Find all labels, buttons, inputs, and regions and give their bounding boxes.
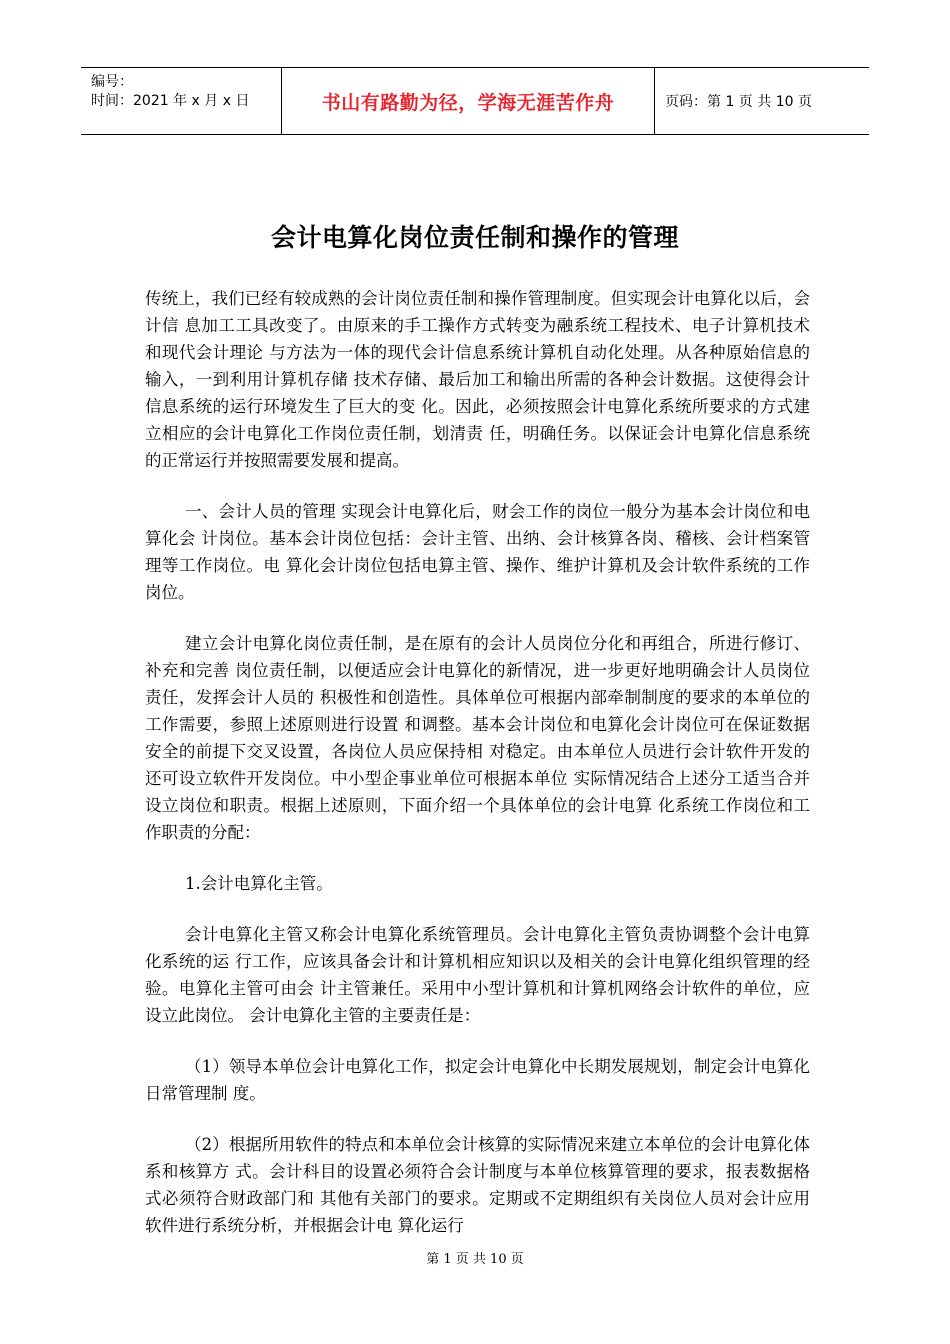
document-body bbox=[145, 285, 810, 1263]
document-title: 会计电算化岗位责任制和操作的管理 bbox=[270, 223, 679, 252]
header-meta-cell bbox=[81, 68, 281, 134]
paragraph-section-1: 一、会计人员的管理 实现会计电算化后，财会工作的岗位一般分为基本会计岗位和电算化会 计岗位。基本会计岗位包括：会计主管、出纳、会计核算各岗、稽核、会计档案管理等工作岗位。电 算化会计岗位包括电算主管、操作、维护计算机及会计软件系统的工作岗位。 bbox=[145, 502, 810, 602]
page-footer: 第 1 页 共 10 页 bbox=[426, 1252, 524, 1267]
header-page-info: 页码：第 1 页 共 10 页 bbox=[665, 94, 812, 110]
paragraph-duty-2: （2）根据所用软件的特点和本单位会计核算的实际情况来建立本单位的会计电算化体系和核算方 式。会计科目的设置必须符合会计制度与本单位核算管理的要求，报表数据格式必须符合财政部门和 其他有关部门的要求。定期或不定期组织有关岗位人员对会计应用软件进行系统分析，并根据会计电 算化运行 bbox=[145, 1135, 810, 1235]
document-number-label: 编号： bbox=[91, 74, 133, 90]
paragraph-responsibility: 建立会计电算化岗位责任制，是在原有的会计人员岗位分化和再组合，所进行修订、补充和完善 岗位责任制，以便适应会计电算化的新情况，进一步更好地明确会计人员岗位责任，发挥会计人员的 积极性和创造性。具体单位可根据内部牵制制度的要求的本单位的工作需要，参照上述原则进行设置 和调整。基本会计岗位和电算化会计岗位可在保证数据安全的前提下交叉设置，各岗位人员应保持相 对稳定。由本单位人员进行会计软件开发的还可设立软件开发岗位。中小型企事业单位可根据本单位 实际情况结合上述分工适当合并设立岗位和职责。根据上述原则，下面介绍一个具体单位的会计电算 化系统工作岗位和工作职责的分配： bbox=[145, 634, 810, 842]
header-table bbox=[81, 67, 869, 135]
header-motto: 书山有路勤为径，学海无涯苦作舟 bbox=[281, 68, 655, 134]
paragraph-supervisor-description: 会计电算化主管又称会计电算化系统管理员。会计电算化主管负责协调整个会计电算化系统的运 行工作，应该具备会计和计算机相应知识以及相关的会计电算化组织管理的经验。电算化主管可由会 计主管兼任。采用中小型计算机和计算机网络会计软件的单位，应设立此岗位。 会计电算化主管的主要责任是： bbox=[145, 925, 810, 1025]
paragraph-intro: 传统上，我们已经有较成熟的会计岗位责任制和操作管理制度。但实现会计电算化以后，会计信 息加工工具改变了。由原来的手工操作方式转变为融系统工程技术、电子计算机技术和现代会计理论 与方法为一体的现代会计信息系统计算机自动化处理。从各种原始信息的输入，一到利用计算机存储 技术存储、最后加工和输出所需的各种会计数据。这使得会计信息系统的运行环境发生了巨大的变 化。因此，必须按照会计电算化系统所要求的方式建立相应的会计电算化工作岗位责任制，划清责 任，明确任务。以保证会计电算化信息系统的正常运行并按照需要发展和提高。 bbox=[145, 289, 810, 470]
document-date-label: 时间：2021 年 x 月 x 日 bbox=[91, 93, 250, 109]
paragraph-duty-1: （1）领导本单位会计电算化工作，拟定会计电算化中长期发展规划，制定会计电算化日常管理制 度。 bbox=[145, 1057, 810, 1103]
paragraph-heading-supervisor: 1.会计电算化主管。 bbox=[185, 874, 333, 893]
